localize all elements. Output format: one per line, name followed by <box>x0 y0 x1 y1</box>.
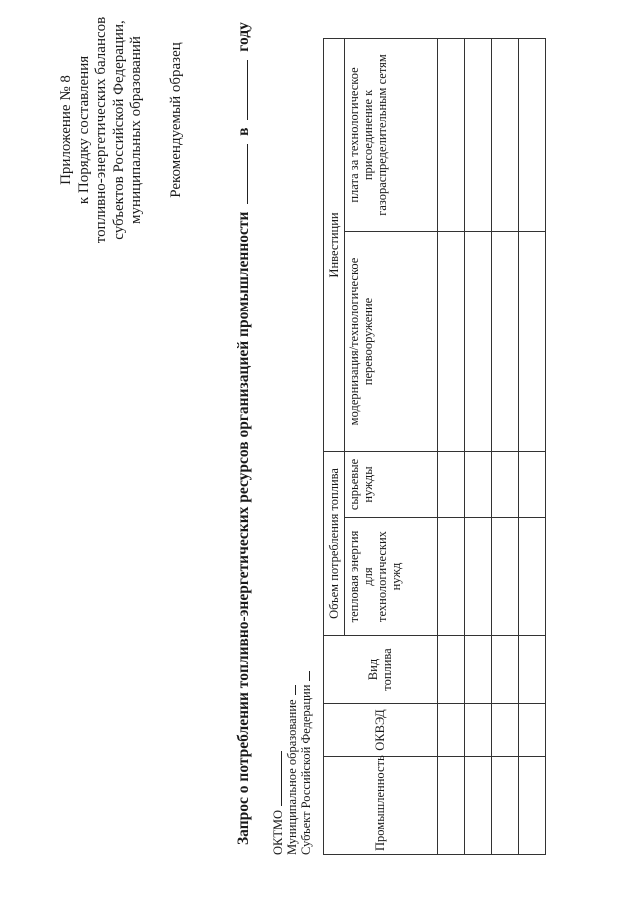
document-title <box>233 22 253 845</box>
table-cell[interactable] <box>491 231 518 451</box>
col-raw-header: сырьевые нужды <box>344 451 437 517</box>
appendix-line: муниципальных образований <box>128 36 144 224</box>
table-cell[interactable] <box>518 518 545 636</box>
appendix-heading <box>58 10 146 250</box>
table-cell[interactable] <box>491 636 518 704</box>
table-cell[interactable] <box>518 451 545 517</box>
table-cell[interactable] <box>464 704 491 757</box>
appendix-line: субъектов Российской Федерации, <box>110 20 127 240</box>
table-cell[interactable] <box>464 38 491 231</box>
table-cell[interactable] <box>518 704 545 757</box>
table-row <box>491 38 518 854</box>
col-industry-header: Промышленность <box>324 757 438 855</box>
subject-label: Субъект Российской Федерации <box>299 684 313 855</box>
table-cell[interactable] <box>437 704 464 757</box>
recommended-sample-label: Рекомендуемый образец <box>168 42 184 198</box>
table-cell[interactable] <box>464 757 491 855</box>
table-cell[interactable] <box>437 231 464 451</box>
title-year-word: году <box>235 22 252 52</box>
appendix-line: к Порядку составления <box>75 55 92 205</box>
table-cell[interactable] <box>437 518 464 636</box>
col-modernization-header: модернизация/технологическое перевооружение <box>344 231 437 451</box>
table-cell[interactable] <box>491 518 518 636</box>
table-row <box>464 38 491 854</box>
title-blank-1 <box>233 144 248 204</box>
table-cell[interactable] <box>518 231 545 451</box>
table-cell[interactable] <box>464 231 491 451</box>
table-cell[interactable] <box>464 636 491 704</box>
table-cell[interactable] <box>491 451 518 517</box>
col-fuel-type-header: Вид топлива <box>324 636 438 704</box>
table-cell[interactable] <box>518 636 545 704</box>
consumption-table <box>323 38 546 855</box>
title-blank-2 <box>233 60 248 120</box>
table-cell[interactable] <box>464 451 491 517</box>
group-investments-header: Инвестиции <box>324 38 345 451</box>
municipality-label: Муниципальное образование <box>285 699 299 855</box>
title-in-word: в <box>235 127 252 136</box>
table-cell[interactable] <box>437 757 464 855</box>
col-okved-header: ОКВЭД <box>324 704 438 757</box>
subject-field <box>297 671 314 855</box>
table-cell[interactable] <box>518 38 545 231</box>
appendix-line: Приложение № 8 <box>58 75 74 185</box>
col-heat-header: тепловая энергия для технологических нужд <box>344 518 437 636</box>
table-cell[interactable] <box>491 38 518 231</box>
table-cell[interactable] <box>437 636 464 704</box>
appendix-line: топливно-энергетических балансов <box>93 16 109 244</box>
oktmo-line[interactable] <box>269 751 282 806</box>
table-cell[interactable] <box>437 38 464 231</box>
table-row <box>437 38 464 854</box>
title-text: Запрос о потреблении топливно-энергетических ресурсов организацией промышленности <box>235 211 252 845</box>
table-cell[interactable] <box>518 757 545 855</box>
table-cell[interactable] <box>491 757 518 855</box>
table-cell[interactable] <box>437 451 464 517</box>
oktmo-label: ОКТМО <box>271 810 285 855</box>
table-row <box>518 38 545 854</box>
subject-line[interactable] <box>297 671 310 681</box>
group-fuel-volume-header: Объем потребления топлива <box>324 451 345 635</box>
col-connection-header: плата за технологическое присоединение к газораспределительным сетям <box>344 38 437 231</box>
table-cell[interactable] <box>491 704 518 757</box>
municipality-line[interactable] <box>283 685 296 695</box>
table-cell[interactable] <box>464 518 491 636</box>
